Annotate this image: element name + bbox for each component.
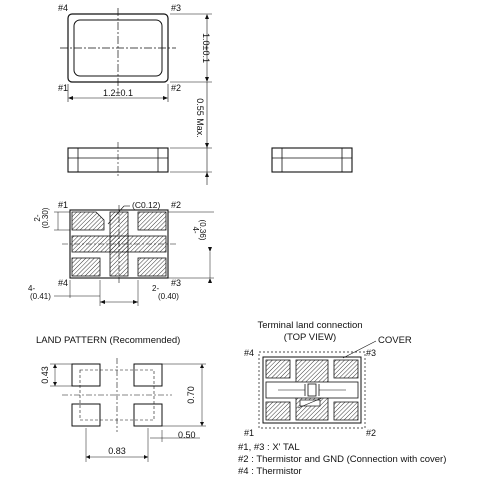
land-pad-tl — [72, 364, 100, 386]
bottom-mid-dim: (0.40) — [158, 292, 179, 301]
side-view-right — [272, 148, 352, 172]
top-view — [58, 3, 212, 102]
width-dimension: 1.2±0.1 — [103, 88, 133, 98]
land-dim-050: 0.50 — [178, 430, 196, 440]
height-dimension: 1.0±0.1 — [201, 33, 211, 63]
bottom-left-dim-prefix: 4- — [28, 284, 36, 293]
thickness-dimension: 0.55 Max. — [195, 98, 205, 138]
land-dim-070: 0.70 — [186, 386, 196, 404]
pin-label-2-bottom: #2 — [171, 200, 182, 210]
terminal-pad-3 — [334, 360, 358, 378]
terminal-pin-1: #1 — [244, 428, 255, 438]
pin-label-1-top: #1 — [58, 83, 69, 93]
pad-1 — [72, 212, 104, 230]
cover-label: COVER — [378, 335, 412, 346]
pin-label-3-bottom: #3 — [171, 278, 182, 288]
left-pad-height: (0.30) — [41, 207, 50, 229]
pin-label-2-top: #2 — [171, 83, 182, 93]
bottom-view — [28, 200, 214, 306]
terminal-pin-4: #4 — [244, 348, 255, 358]
terminal-pad-4 — [266, 360, 290, 378]
land-pad-bl — [72, 404, 100, 426]
pad-4 — [72, 258, 100, 276]
chamfer-dimension: (C0.12) — [132, 200, 161, 210]
land-dim-043: 0.43 — [40, 366, 50, 384]
pin-label-3-top: #3 — [171, 3, 182, 13]
land-dim-083: 0.83 — [108, 446, 126, 456]
terminal-title: Terminal land connection — [257, 320, 363, 331]
land-pattern-title: LAND PATTERN (Recommended) — [36, 335, 181, 346]
terminal-pad-1 — [266, 402, 290, 420]
terminal-pin-3: #3 — [366, 348, 377, 358]
note-thermistor: #4 : Thermistor — [238, 466, 302, 477]
pad-2 — [138, 212, 166, 230]
land-pattern — [36, 335, 206, 462]
pin-label-4-bottom: #4 — [58, 278, 69, 288]
thickness-dimension-group — [170, 82, 212, 185]
pin-label-1-bottom: #1 — [58, 200, 69, 210]
bottom-left-dim: (0.41) — [30, 292, 51, 301]
left-pad-height-prefix: 2- — [33, 214, 42, 222]
right-dim: (0.36) — [198, 219, 207, 241]
terminal-subtitle: (TOP VIEW) — [283, 332, 337, 343]
note-thermistor-gnd: #2 : Thermistor and GND (Connection with cover) — [238, 454, 447, 465]
terminal-pad-2 — [334, 402, 358, 420]
land-pad-tr — [134, 364, 162, 386]
note-xtal: #1, #3 : X' TAL — [238, 442, 300, 453]
pad-3 — [138, 258, 166, 276]
terminal-connection — [244, 320, 412, 438]
side-view-front — [68, 142, 168, 178]
pin-label-4-top: #4 — [58, 3, 69, 13]
terminal-pin-2: #2 — [366, 428, 377, 438]
right-dim-prefix: 4- — [191, 226, 200, 234]
land-pad-br — [134, 404, 162, 426]
bottom-mid-dim-prefix: 2- — [152, 284, 160, 293]
